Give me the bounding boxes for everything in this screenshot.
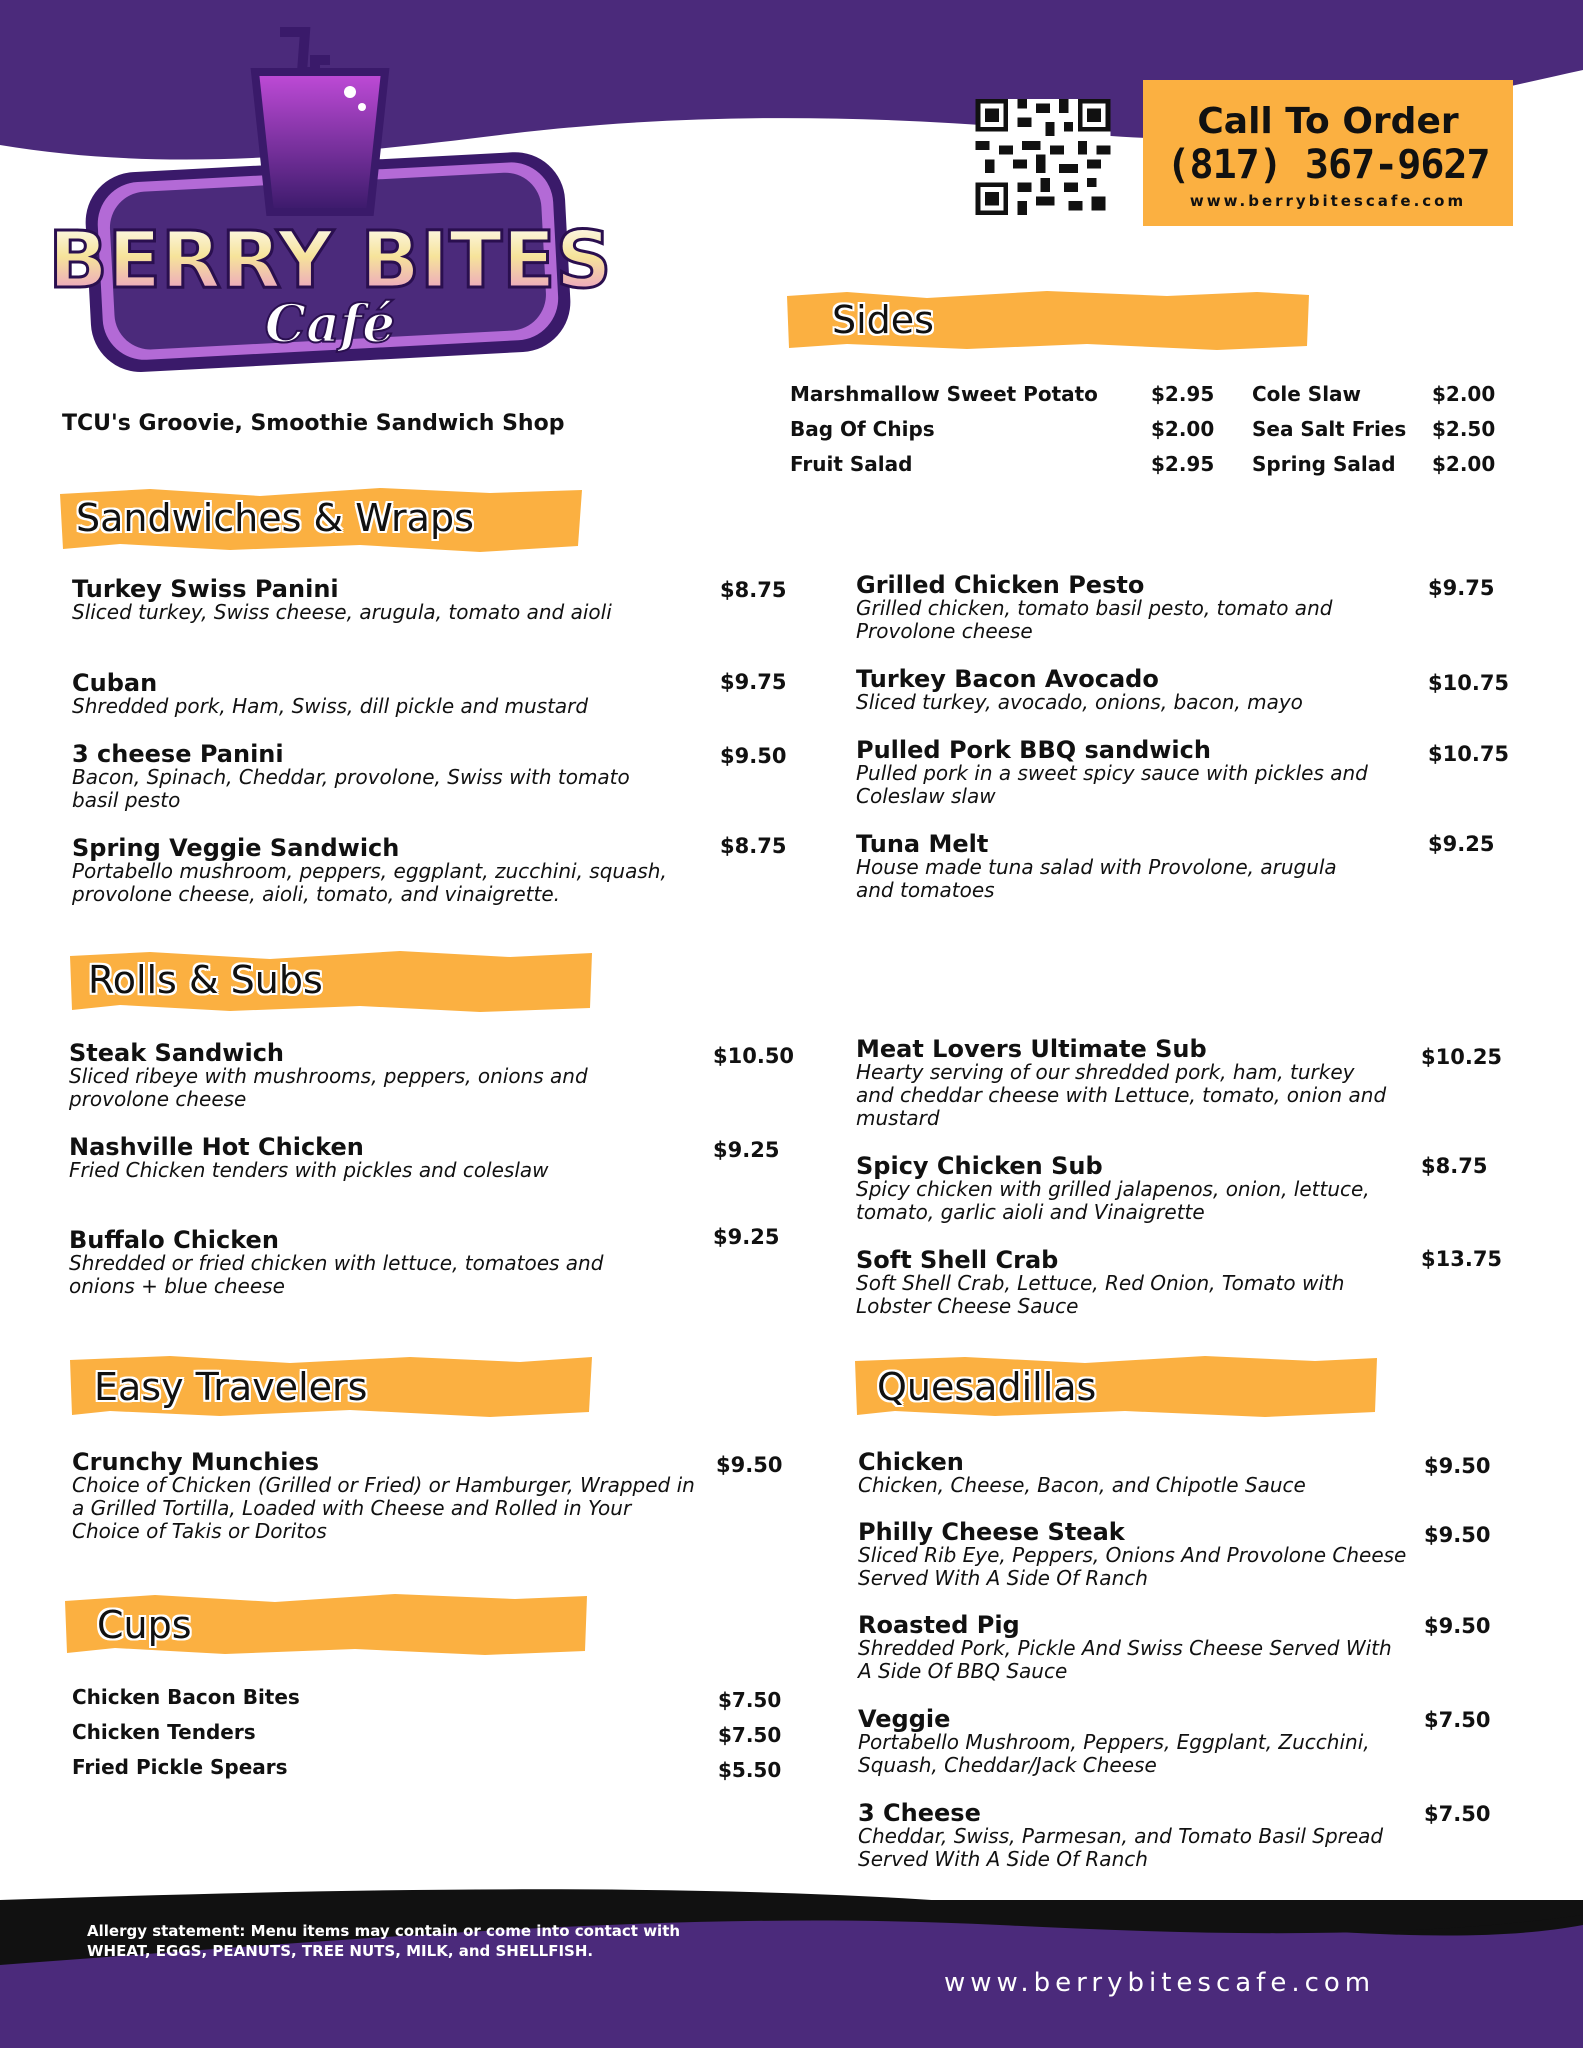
item-price: $9.75 <box>1428 576 1495 600</box>
section-title-cups: Cups <box>97 1603 192 1647</box>
banner-sandwiches <box>60 486 582 552</box>
item-name: Spring Veggie Sandwich <box>72 834 400 862</box>
call-website[interactable]: www.berrybitescafe.com <box>1189 192 1467 210</box>
item-name: Nashville Hot Chicken <box>69 1133 364 1161</box>
menu-item <box>72 742 672 812</box>
item-name: Philly Cheese Steak <box>858 1518 1125 1546</box>
item-name: Grilled Chicken Pesto <box>856 571 1145 599</box>
item-description: Sliced turkey, Swiss cheese, arugula, tomato and aioli <box>72 600 612 624</box>
menu-item <box>858 1707 1388 1777</box>
menu-item <box>72 671 692 718</box>
cup-price: $7.50 <box>718 1688 782 1712</box>
item-name: Turkey Swiss Panini <box>72 575 339 603</box>
side-name: Cole Slaw <box>1252 382 1362 406</box>
cup-name: Chicken Tenders <box>72 1720 256 1744</box>
svg-text:Café: Café <box>264 294 396 355</box>
item-description: Portabello Mushroom, Peppers, Eggplant, Zucchini, Squash, Cheddar/Jack Cheese <box>858 1730 1370 1777</box>
item-price: $8.75 <box>1421 1154 1488 1178</box>
item-description: Sliced Rib Eye, Peppers, Onions And Provolone Cheese Served With A Side Of Ranch <box>858 1543 1407 1590</box>
phone-number[interactable]: (817) 367-9627 <box>1166 142 1490 188</box>
section-title-quesadillas: Quesadillas <box>877 1365 1097 1409</box>
item-name: Turkey Bacon Avocado <box>856 665 1159 693</box>
item-price: $7.50 <box>1424 1708 1491 1732</box>
item-description: Spicy chicken with grilled jalapenos, onion, lettuce, tomato, garlic aioli and Vinaigrette <box>856 1177 1370 1224</box>
item-price: $9.50 <box>1424 1614 1491 1638</box>
cup-name: Fried Pickle Spears <box>72 1755 288 1779</box>
side-price: $2.95 <box>1151 382 1215 406</box>
side-price: $2.95 <box>1151 452 1215 476</box>
item-description: Sliced turkey, avocado, onions, bacon, mayo <box>856 690 1303 714</box>
section-title-sides: Sides <box>832 298 934 342</box>
item-description: Chicken, Cheese, Bacon, and Chipotle Sauce <box>858 1473 1306 1497</box>
item-description: Bacon, Spinach, Cheddar, provolone, Swiss with tomato basil pesto <box>72 765 630 812</box>
menu-item <box>856 738 1436 808</box>
menu-item <box>72 836 702 906</box>
side-price: $2.00 <box>1432 382 1496 406</box>
item-price: $8.75 <box>720 834 787 858</box>
item-price: $9.25 <box>713 1138 780 1162</box>
item-name: Crunchy Munchies <box>72 1448 320 1476</box>
side-price: $2.00 <box>1151 417 1215 441</box>
item-description: Shredded Pork, Pickle And Swiss Cheese Served With A Side Of BBQ Sauce <box>858 1636 1392 1683</box>
allergy-statement: Allergy statement: Menu items may contain or come into contact with WHEAT, EGGS, PEANUTS, TREE NUTS, MILK, and SHELLFISH. <box>87 1922 681 1960</box>
item-name: 3 cheese Panini <box>72 740 284 768</box>
item-description: Pulled pork in a sweet spicy sauce with pickles and Coleslaw slaw <box>856 761 1368 808</box>
banner-quesadillas <box>855 1355 1377 1417</box>
item-name: Soft Shell Crab <box>856 1246 1059 1274</box>
item-price: $10.75 <box>1428 671 1510 695</box>
cup-price: $5.50 <box>718 1758 782 1782</box>
item-description: Sliced ribeye with mushrooms, peppers, onions and provolone cheese <box>69 1064 588 1111</box>
item-description: Choice of Chicken (Grilled or Fried) or Hamburger, Wrapped in a Grilled Tortilla, Loaded with Cheese and Rolled in Your Choice of Takis or Doritos <box>72 1473 695 1543</box>
call-to-order-box <box>1143 80 1513 226</box>
side-name: Sea Salt Fries <box>1252 417 1407 441</box>
banner-travelers <box>70 1355 592 1417</box>
side-name: Fruit Salad <box>790 452 913 476</box>
menu-item <box>72 577 692 624</box>
item-price: $13.75 <box>1421 1247 1503 1271</box>
item-description: Soft Shell Crab, Lettuce, Red Onion, Tomato with Lobster Cheese Sauce <box>856 1271 1345 1318</box>
item-name: Buffalo Chicken <box>69 1226 279 1254</box>
item-price: $9.50 <box>1424 1523 1491 1547</box>
section-title-sandwiches: Sandwiches & Wraps <box>76 496 474 540</box>
footer-website[interactable]: www.berrybitescafe.com <box>944 1968 1376 1998</box>
item-name: Cuban <box>72 669 158 697</box>
item-price: $9.50 <box>716 1453 783 1477</box>
item-description: House made tuna salad with Provolone, arugula and tomatoes <box>856 855 1337 902</box>
item-price: $7.50 <box>1424 1802 1491 1826</box>
menu-item <box>856 667 1416 714</box>
item-name: 3 Cheese <box>858 1799 981 1827</box>
banner-cups <box>65 1593 587 1655</box>
item-price: $8.75 <box>720 578 787 602</box>
section-title-travelers: Easy Travelers <box>94 1365 368 1409</box>
tagline: TCU's Groovie, Smoothie Sandwich Shop <box>62 411 565 436</box>
menu-item <box>858 1450 1418 1497</box>
item-description: Fried Chicken tenders with pickles and coleslaw <box>69 1158 549 1182</box>
item-name: Steak Sandwich <box>69 1039 285 1067</box>
menu-item <box>69 1228 629 1298</box>
item-description: Shredded pork, Ham, Swiss, dill pickle and mustard <box>72 694 589 718</box>
menu-item <box>856 1154 1416 1224</box>
item-price: $9.75 <box>720 670 787 694</box>
menu-item <box>856 573 1416 643</box>
item-name: Meat Lovers Ultimate Sub <box>856 1035 1207 1063</box>
svg-text:BERRY BITES: BERRY BITES <box>48 216 612 306</box>
side-price: $2.50 <box>1432 417 1496 441</box>
menu-item <box>72 1450 702 1543</box>
item-price: $9.50 <box>720 744 787 768</box>
side-price: $2.00 <box>1432 452 1496 476</box>
side-name: Marshmallow Sweet Potato <box>790 382 1098 406</box>
side-name: Bag Of Chips <box>790 417 935 441</box>
item-price: $9.50 <box>1424 1454 1491 1478</box>
cup-name: Chicken Bacon Bites <box>72 1685 300 1709</box>
banner-sides <box>787 290 1309 350</box>
menu-item <box>856 1248 1396 1318</box>
menu-item <box>858 1613 1398 1683</box>
item-price: $9.25 <box>1428 832 1495 856</box>
item-description: Cheddar, Swiss, Parmesan, and Tomato Basil Spread Served With A Side Of Ranch <box>858 1824 1384 1871</box>
item-description: Portabello mushroom, peppers, eggplant, zucchini, squash, provolone cheese, aioli, tomato, and vinaigrette. <box>72 859 667 906</box>
menu-item <box>69 1041 629 1111</box>
banner-rolls <box>70 950 592 1012</box>
qr-code-icon <box>975 99 1111 215</box>
call-title: Call To Order <box>1197 101 1459 142</box>
side-name: Spring Salad <box>1252 452 1396 476</box>
item-price: $10.75 <box>1428 742 1510 766</box>
menu-item <box>858 1520 1418 1590</box>
menu-item <box>69 1135 629 1182</box>
menu-item <box>858 1801 1418 1871</box>
menu-item <box>856 1037 1396 1130</box>
item-price: $10.50 <box>713 1044 795 1068</box>
item-description: Hearty serving of our shredded pork, ham, turkey and cheddar cheese with Lettuce, tomato, onion and mustard <box>856 1060 1387 1130</box>
logo <box>48 12 612 372</box>
item-name: Chicken <box>858 1448 964 1476</box>
item-name: Pulled Pork BBQ sandwich <box>856 736 1211 764</box>
item-price: $10.25 <box>1421 1045 1503 1069</box>
item-price: $9.25 <box>713 1225 780 1249</box>
item-name: Spicy Chicken Sub <box>856 1152 1103 1180</box>
item-name: Roasted Pig <box>858 1611 1020 1639</box>
section-title-rolls: Rolls & Subs <box>88 958 323 1002</box>
item-name: Tuna Melt <box>856 830 989 858</box>
item-description: Shredded or fried chicken with lettuce, tomatoes and onions + blue cheese <box>69 1251 604 1298</box>
item-name: Veggie <box>858 1705 951 1733</box>
item-description: Grilled chicken, tomato basil pesto, tomato and Provolone cheese <box>856 596 1333 643</box>
cup-price: $7.50 <box>718 1723 782 1747</box>
menu-item <box>856 832 1376 902</box>
